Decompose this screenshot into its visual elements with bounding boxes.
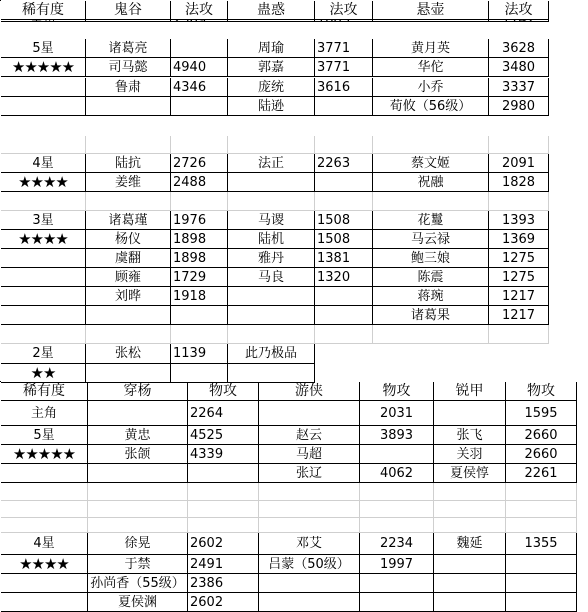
- attack-value-cell: 1381: [315, 249, 373, 268]
- hero-name-cell: 诸葛亮: [86, 39, 171, 58]
- attack-value-cell: 1976: [171, 211, 228, 230]
- empty-cell: [88, 483, 188, 501]
- hero-name-cell: 陆机: [228, 230, 315, 249]
- attack-value-cell: [315, 173, 373, 192]
- hero-name-cell: 关羽: [434, 445, 506, 464]
- hero-name-cell: 张飞: [434, 426, 506, 445]
- hero-name-cell: [86, 20, 171, 22]
- rarity-cell: [1, 306, 86, 325]
- hero-name-cell: 蔡文姬: [373, 154, 489, 173]
- attack-value-cell: 3337: [489, 78, 549, 97]
- attack-value-cell: 4346: [171, 78, 228, 97]
- rarity-cell: [1, 574, 88, 593]
- hero-name-cell: 庞统: [228, 78, 315, 97]
- empty-cell: [259, 518, 360, 533]
- empty-cell: [489, 325, 549, 344]
- attack-value-cell: 2602: [188, 593, 259, 612]
- hero-name-cell: 魏延: [434, 533, 506, 555]
- hero-name-cell: 花鬘: [373, 211, 489, 230]
- attack-value-cell: 1355: [506, 533, 577, 555]
- attack-value-cell: 2660: [506, 445, 577, 464]
- hero-name-cell: 诸葛果: [373, 306, 489, 325]
- hero-name-cell: [86, 97, 171, 116]
- empty-cell: [228, 136, 315, 154]
- empty-cell: [171, 136, 228, 154]
- attack-value-cell: 1898: [171, 230, 228, 249]
- attack-value-cell: [315, 97, 373, 116]
- empty-cell: [373, 136, 489, 154]
- attack-value-cell: 1217: [489, 306, 549, 325]
- hero-name-cell: [434, 593, 506, 612]
- header-cell-6: 物攻: [506, 382, 577, 401]
- rarity-cell: [1, 268, 86, 287]
- header-cell-0: 稀有度: [1, 382, 88, 401]
- attack-value-cell: [171, 39, 228, 58]
- rarity-stars: ★★★★: [1, 230, 86, 249]
- attack-value-cell: [506, 593, 577, 612]
- hero-name-cell: 夏侯惇: [434, 464, 506, 483]
- empty-cell: [188, 501, 259, 518]
- empty-cell: [86, 192, 171, 211]
- hero-name-cell: 马超: [259, 445, 360, 464]
- empty-cell: [228, 325, 315, 344]
- rarity-cell: 5星: [1, 39, 86, 58]
- hero-name-cell: 陈震: [373, 268, 489, 287]
- hero-name-cell: [228, 364, 315, 383]
- attack-value-cell: [171, 306, 228, 325]
- hero-name-cell: 马良: [228, 268, 315, 287]
- rarity-cell: 4星: [1, 154, 86, 173]
- hero-name-cell: 吕蒙（50级）: [259, 555, 360, 574]
- hero-name-cell: 顾雍: [86, 268, 171, 287]
- empty-cell: [1, 483, 88, 501]
- attack-value-cell: 1729: [171, 268, 228, 287]
- header-cell-3: 游侠: [259, 382, 360, 401]
- empty-cell: [315, 192, 373, 211]
- physical-attack-table: [0, 381, 558, 610]
- empty-cell: [259, 501, 360, 518]
- hero-name-cell: 陆抗: [86, 154, 171, 173]
- hero-name-cell: [373, 20, 489, 22]
- hero-name-cell: 黄忠: [88, 426, 188, 445]
- hero-name-cell: 小乔: [373, 78, 489, 97]
- empty-cell: [171, 325, 228, 344]
- hero-name-cell: 马云禄: [373, 230, 489, 249]
- attack-value-cell: [489, 20, 549, 22]
- attack-value-cell: 2386: [188, 574, 259, 593]
- attack-value-cell: [315, 306, 373, 325]
- hero-name-cell: [259, 593, 360, 612]
- hero-name-cell: [259, 401, 360, 426]
- empty-cell: [506, 483, 577, 501]
- empty-cell: [360, 483, 434, 501]
- hero-name-cell: 黄月英: [373, 39, 489, 58]
- empty-cell: [88, 518, 188, 533]
- hero-name-cell: 杨仪: [86, 230, 171, 249]
- attack-value-cell: 1275: [489, 249, 549, 268]
- attack-value-cell: 1508: [315, 230, 373, 249]
- empty-cell: [171, 192, 228, 211]
- rarity-cell: 4星: [1, 533, 88, 555]
- header-cell-3: 蛊惑: [228, 1, 315, 20]
- empty-cell: [489, 136, 549, 154]
- attack-value-cell: 2488: [171, 173, 228, 192]
- attack-value-cell: 1217: [489, 287, 549, 306]
- attack-value-cell: 3628: [489, 39, 549, 58]
- header-cell-5: 悬壶: [373, 1, 489, 20]
- empty-cell: [188, 483, 259, 501]
- empty-cell: [1, 325, 86, 344]
- rarity-cell: [1, 287, 86, 306]
- header-cell-6: 法攻: [489, 1, 549, 20]
- header-cell-2: 法攻: [171, 1, 228, 20]
- attack-value-cell: 2980: [489, 97, 549, 116]
- hero-name-cell: 鲁肃: [86, 78, 171, 97]
- attack-value-cell: [171, 97, 228, 116]
- empty-cell: [1, 192, 86, 211]
- hero-name-cell: 陆逊: [228, 97, 315, 116]
- attack-value-cell: 2602: [188, 533, 259, 555]
- hero-name-cell: [228, 287, 315, 306]
- hero-name-cell: 赵云: [259, 426, 360, 445]
- hero-name-cell: [86, 364, 171, 383]
- attack-value-cell: [360, 445, 434, 464]
- attack-value-cell: 2264: [188, 401, 259, 426]
- attack-value-cell: 1997: [360, 555, 434, 574]
- hero-name-cell: [88, 464, 188, 483]
- hero-name-cell: [228, 20, 315, 22]
- hero-name-cell: 姜维: [86, 173, 171, 192]
- attack-value-cell: [506, 555, 577, 574]
- empty-cell: [373, 192, 489, 211]
- empty-cell: [506, 501, 577, 518]
- attack-value-cell: 3480: [489, 58, 549, 77]
- attack-value-cell: 1393: [489, 211, 549, 230]
- rarity-cell: 5星: [1, 426, 88, 445]
- attack-value-cell: 4339: [188, 445, 259, 464]
- hero-name-cell: 张颌: [88, 445, 188, 464]
- rarity-cell: 2星: [1, 344, 86, 364]
- rarity-cell: [1, 78, 86, 97]
- header-cell-4: 物攻: [360, 382, 434, 401]
- attack-value-cell: 2031: [360, 401, 434, 426]
- hero-name-cell: 华佗: [373, 58, 489, 77]
- empty-cell: [88, 501, 188, 518]
- hero-name-cell: 祝融: [373, 173, 489, 192]
- attack-value-cell: 2263: [315, 154, 373, 173]
- header-row: [1, 1, 549, 20]
- rarity-cell: [1, 249, 86, 268]
- empty-cell: [1, 136, 86, 154]
- attack-value-cell: [506, 574, 577, 593]
- hero-name-cell: 此乃极品: [228, 344, 315, 364]
- rarity-cell: [1, 464, 88, 483]
- hero-name-cell: 张辽: [259, 464, 360, 483]
- hero-name-cell: 法正: [228, 154, 315, 173]
- hero-name-cell: 雅丹: [228, 249, 315, 268]
- empty-cell: [489, 192, 549, 211]
- attack-value-cell: 2091: [489, 154, 549, 173]
- attack-value-cell: 3771: [315, 39, 373, 58]
- rarity-cell: [1, 20, 86, 22]
- header-cell-2: 物攻: [188, 382, 259, 401]
- empty-cell: [86, 136, 171, 154]
- attack-value-cell: [171, 20, 228, 22]
- rarity-cell: 主角: [1, 401, 88, 426]
- attack-value-cell: 4062: [360, 464, 434, 483]
- header-cell-1: 穿杨: [88, 382, 188, 401]
- attack-value-cell: 3616: [315, 78, 373, 97]
- attack-value-cell: 1898: [171, 249, 228, 268]
- hero-name-cell: [228, 173, 315, 192]
- empty-cell: [1, 501, 88, 518]
- empty-cell: [373, 325, 489, 344]
- attack-value-cell: [171, 364, 228, 383]
- attack-value-cell: 1369: [489, 230, 549, 249]
- attack-value-cell: 4940: [171, 58, 228, 77]
- header-cell-4: 法攻: [315, 1, 373, 20]
- rarity-stars: ★★★★: [1, 173, 86, 192]
- empty-cell: [1, 518, 88, 533]
- attack-value-cell: 3893: [360, 426, 434, 445]
- rarity-cell: [1, 97, 86, 116]
- rarity-stars: ★★: [1, 364, 86, 383]
- attack-value-cell: 2261: [506, 464, 577, 483]
- hero-name-cell: 荀攸（56级）: [373, 97, 489, 116]
- attack-value-cell: 4525: [188, 426, 259, 445]
- rarity-cell: [1, 593, 88, 612]
- hero-name-cell: 诸葛瑾: [86, 211, 171, 230]
- attack-value-cell: 2234: [360, 533, 434, 555]
- attack-value-cell: 1508: [315, 211, 373, 230]
- hero-name-cell: 鲍三娘: [373, 249, 489, 268]
- hero-name-cell: 张松: [86, 344, 171, 364]
- hero-name-cell: 徐晃: [88, 533, 188, 555]
- hero-name-cell: 郭嘉: [228, 58, 315, 77]
- attack-value-cell: [360, 574, 434, 593]
- hero-name-cell: [86, 306, 171, 325]
- hero-name-cell: 夏侯渊: [88, 593, 188, 612]
- header-row: [1, 382, 577, 401]
- hero-name-cell: 孙尚香（55级）: [88, 574, 188, 593]
- hero-name-cell: [88, 401, 188, 426]
- hero-name-cell: [434, 574, 506, 593]
- empty-cell: [228, 192, 315, 211]
- header-cell-5: 锐甲: [434, 382, 506, 401]
- rarity-stars: ★★★★: [1, 555, 88, 574]
- attack-value-cell: 2726: [171, 154, 228, 173]
- header-cell-1: 鬼谷: [86, 1, 171, 20]
- attack-value-cell: 3771: [315, 58, 373, 77]
- empty-cell: [315, 325, 373, 344]
- empty-cell: [506, 518, 577, 533]
- attack-value-cell: 1828: [489, 173, 549, 192]
- hero-name-cell: 虞翻: [86, 249, 171, 268]
- hero-name-cell: [259, 574, 360, 593]
- empty-cell: [86, 325, 171, 344]
- attack-value-cell: [360, 593, 434, 612]
- attack-value-cell: 1918: [171, 287, 228, 306]
- hero-name-cell: [434, 555, 506, 574]
- hero-name-cell: 蒋琬: [373, 287, 489, 306]
- empty-cell: [434, 518, 506, 533]
- hero-name-cell: [228, 306, 315, 325]
- empty-cell: [315, 136, 373, 154]
- empty-cell: [360, 518, 434, 533]
- hero-name-cell: 周瑜: [228, 39, 315, 58]
- rarity-stars: ★★★★★: [1, 445, 88, 464]
- attack-value-cell: 1139: [171, 344, 228, 364]
- attack-value-cell: 2660: [506, 426, 577, 445]
- rarity-cell: 3星: [1, 211, 86, 230]
- empty-cell: [360, 501, 434, 518]
- attack-value-cell: 1320: [315, 268, 373, 287]
- attack-value-cell: [315, 20, 373, 22]
- attack-value-cell: 1595: [506, 401, 577, 426]
- attack-value-cell: [315, 287, 373, 306]
- empty-cell: [434, 483, 506, 501]
- hero-name-cell: 马谡: [228, 211, 315, 230]
- hero-name-cell: 司马懿: [86, 58, 171, 77]
- empty-cell: [434, 501, 506, 518]
- hero-name-cell: 于禁: [88, 555, 188, 574]
- rarity-stars: ★★★★★: [1, 58, 86, 77]
- empty-cell: [259, 483, 360, 501]
- hero-name-cell: 邓艾: [259, 533, 360, 555]
- attack-value-cell: 1275: [489, 268, 549, 287]
- hero-name-cell: 刘晔: [86, 287, 171, 306]
- hero-name-cell: [434, 401, 506, 426]
- header-cell-0: 稀有度: [1, 1, 86, 20]
- attack-value-cell: [188, 464, 259, 483]
- empty-cell: [188, 518, 259, 533]
- attack-value-cell: 2491: [188, 555, 259, 574]
